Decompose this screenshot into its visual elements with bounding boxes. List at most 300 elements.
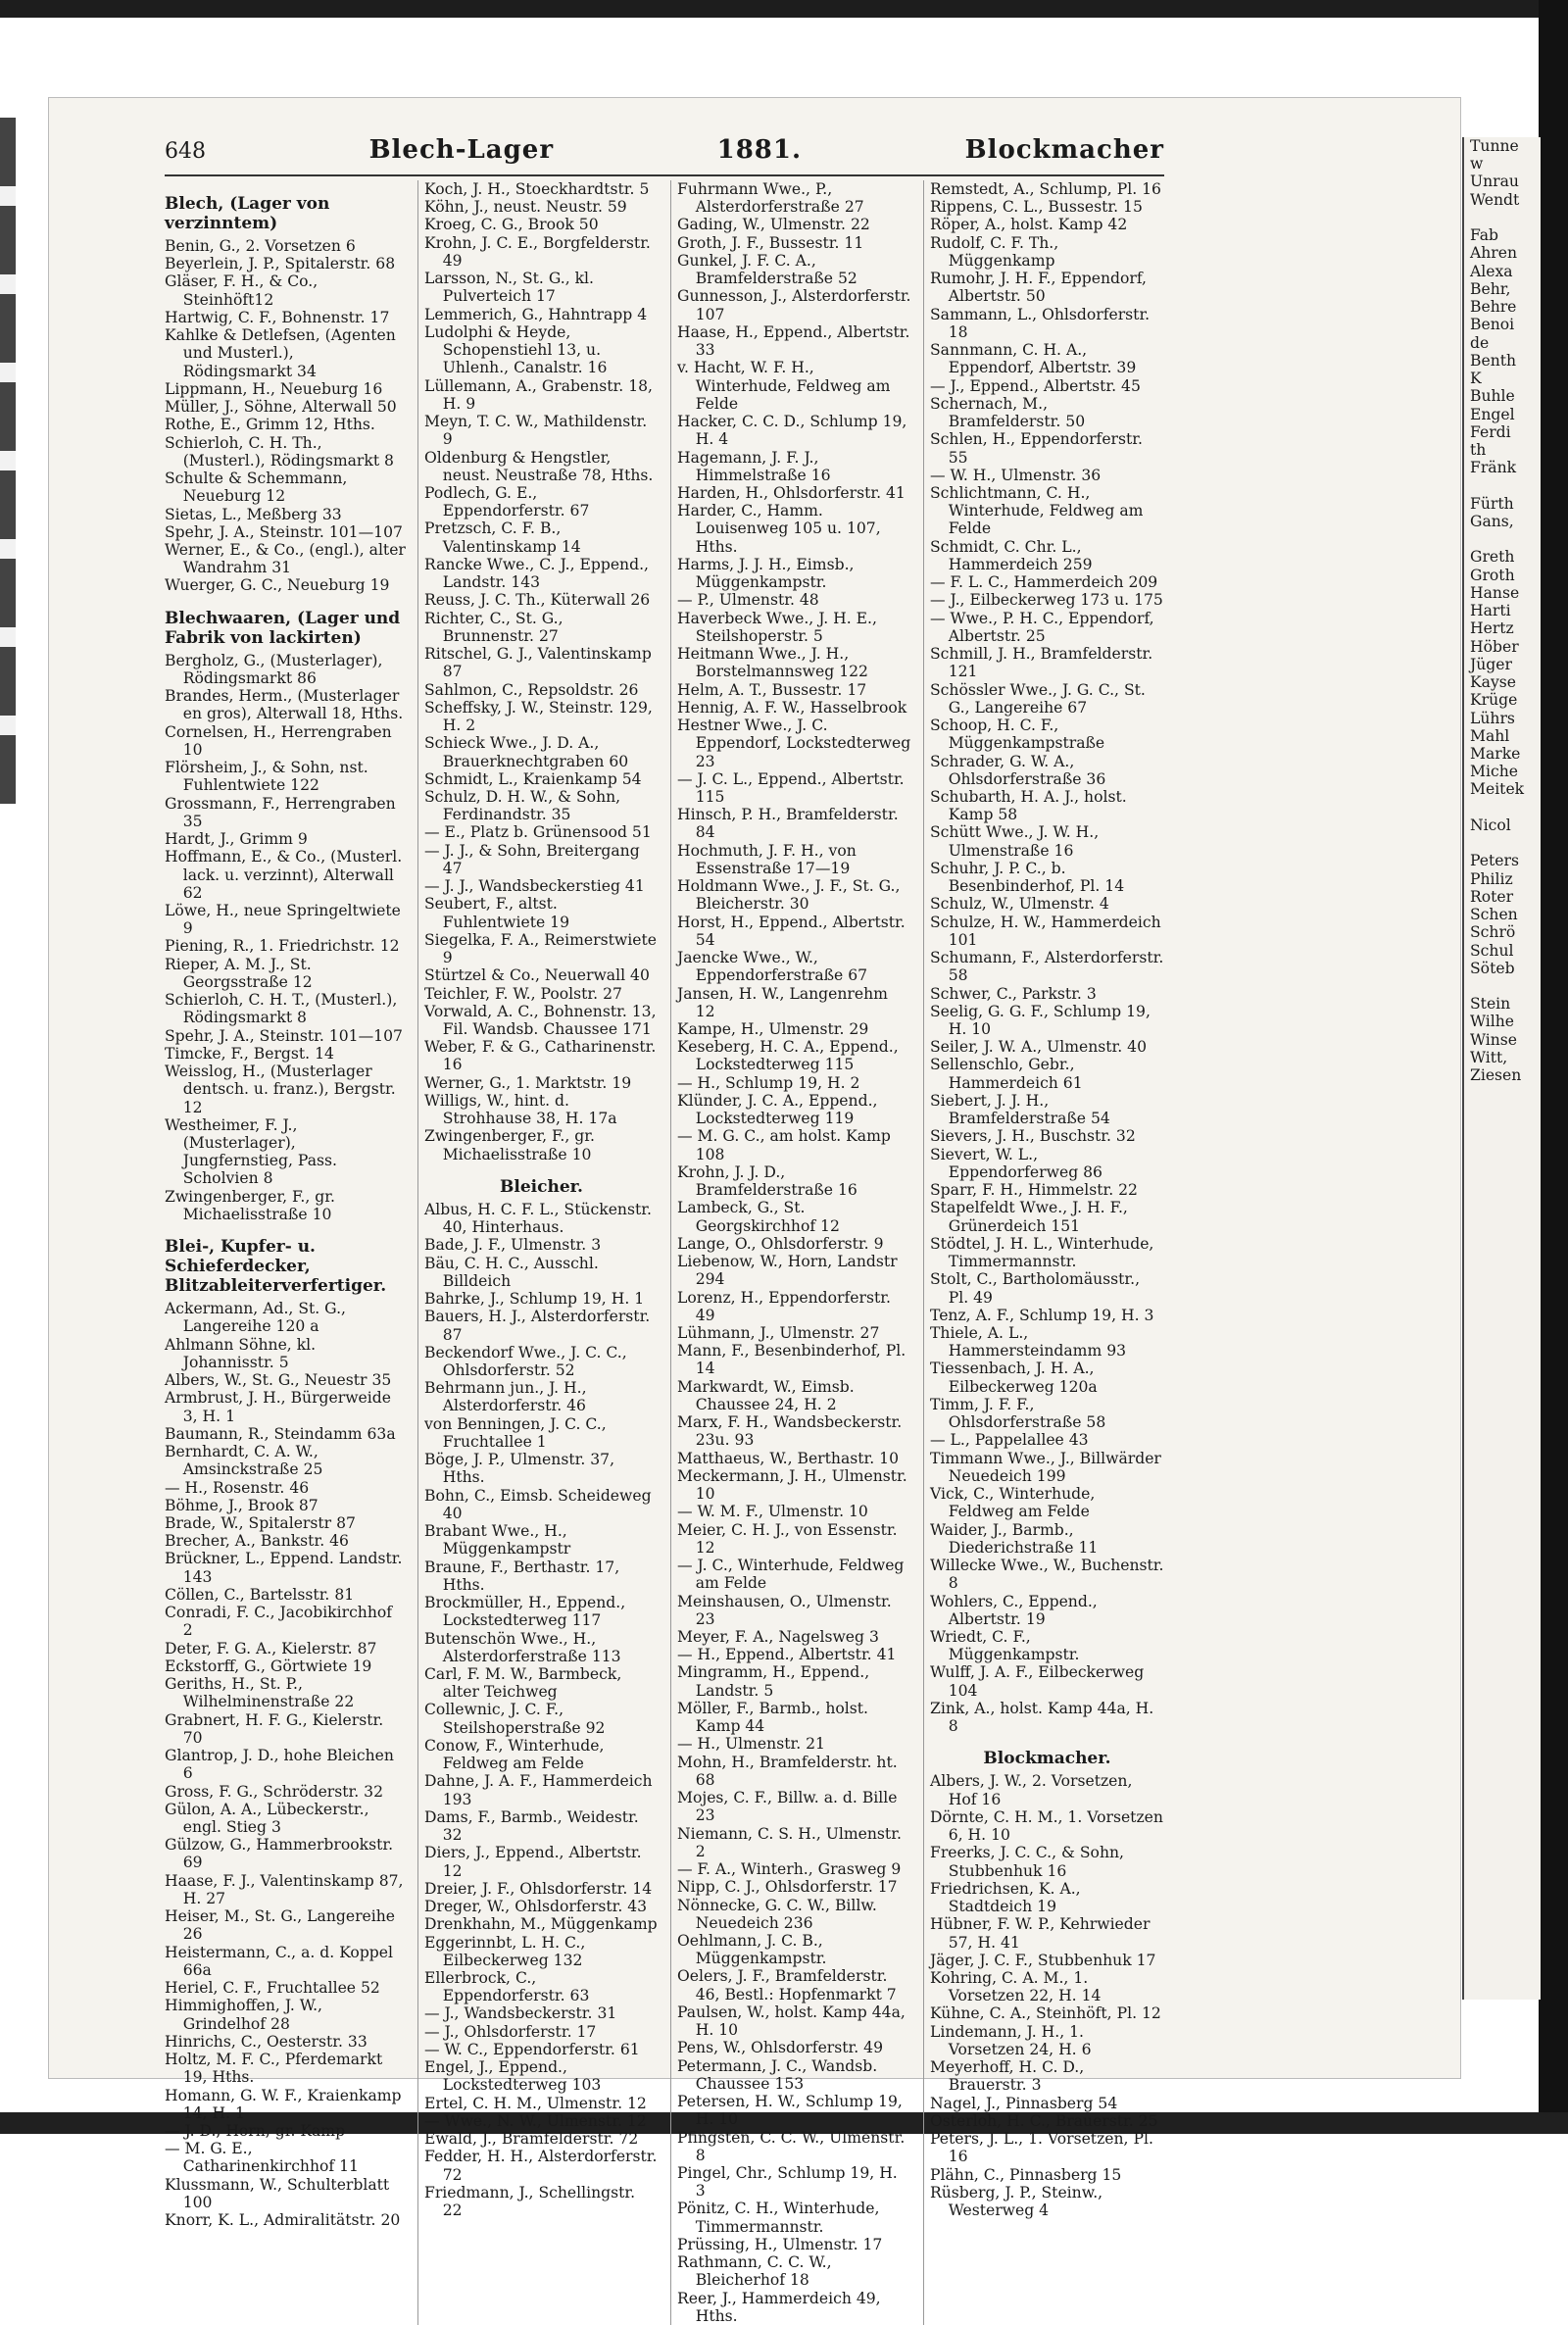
directory-entry: Hardt, J., Grimm 9 [165,830,308,849]
directory-entry: Beyerlein, J. P., Spitalerstr. 68 [165,255,396,273]
facing-page-line: Groth [1470,566,1515,584]
directory-entry: Collewnic, J. C. F., Steilshoperstraße 92 [424,1701,606,1737]
directory-entry: Liebenow, W., Horn, Landstr 294 [677,1253,898,1289]
section-heading: Blechwaaren, (Lager und Fabrik von lackirten) [165,608,401,648]
directory-entry: Osterloh, H. C., Brauerstr. 25 [930,2111,1158,2130]
directory-entry: Möller, F., Barmb., holst. Kamp 44 [677,1699,868,1736]
directory-entry: Zwingenberger, F., gr. Michaelisstraße 10 [424,1127,595,1163]
directory-entry: — M. G. E., Catharinenkirchhof 11 [165,2140,359,2176]
directory-entry: Sievers, J. H., Buschstr. 32 [930,1127,1136,1146]
directory-entry: Schulz, W., Ulmenstr. 4 [930,895,1109,914]
directory-entry: Oehlmann, J. C. B., Müggenkampstr. [677,1931,827,1968]
directory-entry: Schmill, J. H., Bramfelderstr. 121 [930,645,1153,681]
directory-entry: Grabnert, H. F. G., Kielerstr. 70 [165,1710,384,1747]
directory-entry: Ackermann, Ad., St. G., Langereihe 120 a [165,1300,347,1336]
directory-entry: — Wwe., N. W., Ulmenstr. 12 [424,2111,647,2130]
facing-page-line: th [1470,440,1487,459]
facing-page-line: Marke [1470,744,1521,763]
directory-entry: Groth, J. F., Bussestr. 11 [677,233,864,252]
facing-page-line: Philiz [1470,869,1513,888]
directory-entry: Sammann, L., Ohlsdorferstr. 18 [930,305,1151,341]
directory-entry: Meier, C. H. J., von Essenstr. 12 [677,1520,898,1557]
directory-entry: Schwer, C., Parkstr. 3 [930,984,1097,1003]
directory-entry: — L., Pappelallee 43 [930,1431,1089,1450]
directory-entry: Krohn, J. J. D., Bramfelderstraße 16 [677,1162,858,1200]
running-head [165,135,1164,176]
directory-entry: v. Hacht, W. F. H., Winterhude, Feldweg am Felde [677,359,891,413]
directory-entry: Reer, J., Hammerdeich 49, Hths. [677,2289,881,2325]
directory-entry: Albers, J. W., 2. Vorsetzen, Hof 16 [930,1772,1133,1808]
directory-entry: Eggerinnbt, L. H. C., Eilbeckerweg 132 [424,1933,586,1969]
directory-entry: Koch, J. H., Stoeckhardtstr. 5 [424,180,650,198]
directory-entry: Remstedt, A., Schlump, Pl. 16 [930,180,1161,198]
directory-entry: Sahlmon, C., Repsoldstr. 26 [424,680,639,699]
directory-entry: Böhme, J., Brook 87 [165,1496,318,1514]
scan-top-edge [0,0,1568,18]
directory-entry: Schierloh, C. H. T., (Musterl.), Rödingsmarkt 8 [165,991,398,1027]
directory-entry: Braune, F., Berthastr. 17, Hths. [424,1558,620,1594]
directory-entry: Freerks, J. C. C., & Sohn, Stubbenhuk 16 [930,1844,1124,1880]
adjacent-page-strip [0,118,16,804]
directory-entry: Hübner, F. W. P., Kehrwieder 57, H. 41 [930,1915,1151,1952]
directory-entry: Dams, F., Barmb., Weidestr. 32 [424,1807,639,1845]
directory-entry: Bernhardt, C. A. W., Amsinckstraße 25 [165,1443,323,1479]
directory-entry: Lemmerich, G., Hahntrapp 4 [424,305,648,323]
directory-entry: Kahlke & Detlefsen, (Agenten und Musterl.), Rödingsmarkt 34 [165,326,396,380]
directory-entry: Schütt Wwe., J. W. H., Ulmenstraße 16 [930,823,1100,860]
directory-entry: Brabant Wwe., H., Müggenkampstr [424,1522,571,1558]
directory-entry: Schlen, H., Eppendorferstr. 55 [930,430,1143,467]
directory-entry: Oldenburg & Hengstler, neust. Neustraße 78, Hths. [424,448,654,484]
directory-entry: Hestner Wwe., J. C. Eppendorf, Lockstedterweg 23 [677,717,911,770]
directory-entry: Schierloh, C. H. Th., (Musterl.), Rödingsmarkt 8 [165,433,394,470]
column-3 [670,180,911,2325]
directory-entry: Petermann, J. C., Wandsb. Chaussee 153 [677,2056,878,2093]
directory-entry: Heitmann Wwe., J. H., Borstelmannsweg 122 [677,645,868,681]
directory-entry: Mingramm, H., Eppend., Landstr. 5 [677,1663,870,1700]
directory-entry: Thiele, A. L., Hammersteindamm 93 [930,1324,1127,1360]
directory-entry: Ritschel, G. J., Valentinskamp 87 [424,645,652,681]
directory-entry: Weisslog, H., (Musterlager dentsch. u. franz.), Bergstr. 12 [165,1063,396,1116]
facing-page-line [1464,834,1541,852]
directory-entry: Kampe, H., Ulmenstr. 29 [677,1020,869,1039]
directory-entry: Horst, H., Eppend., Albertstr. 54 [677,913,906,949]
directory-entry: Friedrichsen, K. A., Stadtdeich 19 [930,1879,1081,1916]
directory-entry: Prüssing, H., Ulmenstr. 17 [677,2235,883,2253]
directory-entry: Hacker, C. C. D., Schlump 19, H. 4 [677,413,907,449]
directory-entry: Harms, J. J. H., Eimsb., Müggenkampstr. [677,555,855,592]
page-number: 648 [165,139,206,164]
directory-entry: Bergholz, G., (Musterlager), Rödingsmarkt 86 [165,651,383,687]
directory-entry: Marx, F. H., Wandsbeckerstr. 23u. 93 [677,1413,903,1450]
directory-entry: Bohn, C., Eimsb. Scheideweg 40 [424,1486,652,1522]
directory-entry: Brandes, Herm., (Musterlager en gros), Alterwall 18, Hths. [165,687,404,723]
directory-entry: — J. J., & Sohn, Breitergang 47 [424,841,640,877]
facing-page-line: K [1470,370,1482,388]
directory-entry: Schoop, H. C. F., Müggenkampstraße [930,717,1105,753]
directory-entry: Weber, F. & G., Catharinenstr. 16 [424,1038,657,1074]
directory-entry: Klussmann, W., Schulterblatt 100 [165,2175,390,2211]
directory-entry: — F. A., Winterh., Grasweg 9 [677,1860,902,1879]
directory-entry: Schulte & Schemmann, Neueburg 12 [165,470,348,506]
directory-entry: Hennig, A. F. W., Hasselbrook [677,698,907,717]
facing-page-line: Meitek [1470,780,1525,799]
directory-entry: Meyer, F. A., Nagelsweg 3 [677,1627,879,1646]
directory-entry: Matthaeus, W., Berthastr. 10 [677,1449,900,1467]
facing-page-line: Fab [1470,226,1499,245]
directory-entry: Schulz, D. H. W., & Sohn, Ferdinandstr. 35 [424,787,621,824]
directory-entry: — H., Schlump 19, H. 2 [677,1073,860,1092]
directory-entry: Hinsch, P. H., Bramfelderstr. 84 [677,806,899,842]
facing-page-line [1464,209,1541,226]
directory-entry: Fuhrmann Wwe., P., Alsterdorferstraße 27 [677,180,864,217]
facing-page-line: w [1470,155,1484,173]
directory-entry: — J., Ohlsdorferstr. 17 [424,2022,597,2041]
facing-page-line: Unrau [1470,173,1519,191]
directory-entry: Pönitz, C. H., Winterhude, Timmermannstr. [677,2200,880,2236]
directory-entry: Brecher, A., Bankstr. 46 [165,1532,349,1551]
directory-entry: Sannmann, C. H. A., Eppendorf, Albertstr. 39 [930,341,1137,377]
directory-entry: Zink, A., holst. Kamp 44a, H. 8 [930,1699,1154,1736]
directory-entry: Dreger, W., Ohlsdorferstr. 43 [424,1898,648,1916]
directory-entry: Deter, F. G. A., Kielerstr. 87 [165,1639,377,1657]
directory-entry: Wohlers, C., Eppend., Albertstr. 19 [930,1592,1098,1628]
directory-entry: Ludolphi & Heyde, Schopenstiehl 13, u. Uhlenh., Canalstr. 16 [424,322,608,377]
directory-entry: Waider, J., Barmb., Diederichstraße 11 [930,1520,1099,1557]
directory-entry: Richter, C., St. G., Brunnenstr. 27 [424,609,564,645]
facing-page-line: Benoi [1470,316,1515,334]
left-title: Blech-Lager [368,135,555,165]
directory-entry: Peters, J. L., 1. Vorsetzen, Pl. 16 [930,2130,1153,2166]
facing-page-line: Fürth [1470,494,1514,513]
directory-entry: Geriths, H., St. P., Wilhelminenstraße 22 [165,1675,355,1711]
directory-entry: — P., Ulmenstr. 48 [677,591,819,610]
directory-entry: Löwe, H., neue Springeltwiete 9 [165,901,401,938]
directory-entry: Keseberg, H. C. A., Eppend., Lockstedterweg 115 [677,1038,899,1074]
facing-page-line: Ahren [1470,244,1518,263]
facing-page-line: Schen [1470,906,1518,924]
directory-entry: Tenz, A. F., Schlump 19, H. 3 [930,1306,1154,1324]
directory-entry: — M. G. C., am holst. Kamp 108 [677,1127,891,1163]
directory-entry: Heriel, C. F., Fruchtallee 52 [165,1979,380,1998]
facing-page-line [1464,530,1541,548]
directory-entry: Holdmann Wwe., J. F., St. G., Bleicherstr. 30 [677,877,901,914]
directory-entry: Helm, A. T., Bussestr. 17 [677,680,867,699]
facing-page-line: Hanse [1470,583,1520,602]
directory-entry: Bahrke, J., Schlump 19, H. 1 [424,1290,645,1309]
directory-entry: Kohring, C. A. M., 1. Vorsetzen 22, H. 14 [930,1968,1102,2005]
directory-entry: Rancke Wwe., C. J., Eppend., Landstr. 143 [424,555,649,592]
directory-entry: Piening, R., 1. Friedrichstr. 12 [165,937,400,956]
directory-entry: Seiler, J. W. A., Ulmenstr. 40 [930,1038,1148,1057]
directory-entry: Schössler Wwe., J. G. C., St. G., Langereihe 67 [930,680,1146,717]
directory-entry: Armbrust, J. H., Bürgerweide 3, H. 1 [165,1389,391,1425]
directory-entry: Rippens, C. L., Bussestr. 15 [930,198,1143,217]
directory-entry: Harden, H., Ohlsdorferstr. 41 [677,483,906,502]
directory-entry: Baumann, R., Steindamm 63a [165,1424,396,1443]
directory-entry: Vorwald, A. C., Bohnenstr. 13, Fil. Wandsb. Chaussee 171 [424,1002,657,1039]
directory-entry: Knorr, K. L., Admiralitätstr. 20 [165,2211,401,2230]
directory-entry: Grossmann, F., Herrengraben 35 [165,794,396,830]
directory-entry: Pfingsten, C. C. W., Ulmenstr. 8 [677,2128,906,2164]
directory-entry: Diers, J., Eppend., Albertstr. 12 [424,1844,642,1880]
facing-page-line: Mahl [1470,726,1510,745]
directory-entry: Reuss, J. C. Th., Küterwall 26 [424,591,651,610]
directory-entry: Larsson, N., St. G., kl. Pulverteich 17 [424,270,595,306]
facing-page-line: Wilhe [1470,1013,1514,1031]
directory-entry: Flörsheim, J., & Sohn, nst. Fuhlentwiete 122 [165,759,368,795]
directory-entry: Meinshausen, O., Ulmenstr. 23 [677,1592,892,1628]
directory-entry: Schlichtmann, C. H., Winterhude, Feldweg am Felde [930,483,1144,538]
directory-entry: Westheimer, F. J., (Musterlager), Jungfernstieg, Pass. Scholvien 8 [165,1115,337,1188]
directory-entry: — F. L. C., Hammerdeich 209 [930,573,1158,592]
column-4 [923,180,1164,2325]
facing-page-line: Tunne [1470,137,1519,155]
directory-entry: — H., Eppend., Albertstr. 41 [677,1646,897,1664]
directory-entry: Sparr, F. H., Himmelstr. 22 [930,1181,1138,1200]
facing-page-line: Nicol [1470,816,1511,834]
directory-columns [165,180,1164,2325]
directory-entry: Lühmann, J., Ulmenstr. 27 [677,1324,880,1342]
directory-entry: Siebert, J. J. H., Bramfelderstraße 54 [930,1091,1110,1128]
directory-entry: Tiessenbach, J. H. A., Eilbeckerweg 120a [930,1360,1098,1396]
directory-entry: Sietas, L., Meßberg 33 [165,505,342,523]
directory-entry: — H., Ulmenstr. 21 [677,1735,825,1754]
directory-entry: Spehr, J. A., Steinstr. 101—107 [165,522,403,541]
directory-entry: Lippmann, H., Neueburg 16 [165,379,383,398]
facing-page-line: Gans, [1470,512,1514,530]
directory-entry: Friedmann, J., Schellingstr. 22 [424,2183,636,2220]
directory-entry: Seubert, F., altst. Fuhlentwiete 19 [424,895,570,931]
facing-page-line: Harti [1470,602,1511,620]
facing-page-line: Kayse [1470,673,1516,692]
directory-entry: Sievert, W. L., Eppendorferweg 86 [930,1145,1102,1181]
directory-entry: Gunkel, J. F. C. A., Bramfelderstraße 52 [677,251,858,288]
directory-entry: Schieck Wwe., J. D. A., Brauerknechtgraben 60 [424,734,629,770]
directory-entry: Nipp, C. J., Ohlsdorferstr. 17 [677,1878,898,1897]
facing-page-line: Miche [1470,763,1518,781]
directory-entry: Meyerhoff, H. C. D., Brauerstr. 3 [930,2058,1085,2095]
directory-entry: Mohn, H., Bramfelderstr. ht. 68 [677,1753,898,1789]
facing-page-line: Hertz [1470,619,1514,638]
directory-entry: Dahne, J. A. F., Hammerdeich 193 [424,1772,653,1808]
directory-entry: Spehr, J. A., Steinstr. 101—107 [165,1026,403,1045]
directory-entry: Conow, F., Winterhude, Feldweg am Felde [424,1736,605,1773]
directory-entry: Lange, O., Ohlsdorferstr. 9 [677,1234,884,1253]
directory-entry: Müller, J., Söhne, Alterwall 50 [165,398,397,417]
directory-entry: Stolt, C., Bartholomäusstr., Pl. 49 [930,1270,1141,1307]
directory-entry: Rieper, A. M. J., St. Georgsstraße 12 [165,955,313,991]
directory-entry: Brockmüller, H., Eppend., Lockstedterweg 117 [424,1594,626,1630]
directory-entry: Petersen, H. W., Schlump 19, H. 10 [677,2093,903,2129]
directory-entry: Bade, J. F., Ulmenstr. 3 [424,1236,602,1255]
directory-entry: Brückner, L., Eppend. Landstr. 143 [165,1550,403,1586]
facing-page-line: Jüger [1470,655,1512,673]
directory-entry: von Benningen, J. C. C., Fruchtallee 1 [424,1414,607,1451]
directory-entry: Schmidt, L., Kraienkamp 54 [424,769,642,788]
facing-page-line: Lührs [1470,709,1515,727]
directory-entry: Böge, J. P., Ulmenstr. 37, Hths. [424,1451,615,1487]
directory-entry: Lüllemann, A., Grabenstr. 18, H. 9 [424,376,653,413]
section-heading: Blockmacher. [983,1749,1111,1769]
directory-entry: — J. C., Winterhude, Feldweg am Felde [677,1557,905,1593]
directory-entry: — J. C. L., Eppend., Albertstr. 115 [677,769,905,806]
directory-entry: Hartwig, C. F., Bohnenstr. 17 [165,308,390,326]
directory-entry: Conradi, F. C., Jacobikirchhof 2 [165,1604,393,1640]
directory-entry: Heistermann, C., a. d. Koppel 66a [165,1943,393,1979]
directory-entry: Seelig, G. G. F., Schlump 19, H. 10 [930,1002,1151,1039]
directory-entry: Sellenschlo, Gebr., Hammerdeich 61 [930,1056,1083,1092]
directory-entry: Nönnecke, G. C. W., Billw. Neuedeich 236 [677,1896,877,1932]
directory-entry: Lindemann, J. H., 1. Vorsetzen 24, H. 6 [930,2022,1092,2058]
directory-entry: Jäger, J. C. F., Stubbenhuk 17 [930,1951,1156,1969]
directory-entry: Hochmuth, J. F. H., von Essenstraße 17—19 [677,841,857,877]
facing-page-line: Benth [1470,351,1517,370]
directory-entry: Bäu, C. H. C., Ausschl. Billdeich [424,1254,599,1290]
year: 1881. [716,135,803,165]
directory-entry: Stürtzel & Co., Neuerwall 40 [424,966,650,985]
directory-entry: Haase, F. J., Valentinskamp 87, H. 27 [165,1871,404,1907]
directory-entry: Wriedt, C. F., Müggenkampstr. [930,1627,1080,1664]
directory-entry: Haase, H., Eppend., Albertstr. 33 [677,322,910,360]
directory-entry: Homann, G. W. F., Kraienkamp 14, H. 1 [165,2086,402,2122]
directory-entry: Hagemann, J. F. J., Himmelstraße 16 [677,448,831,484]
directory-entry: Wulff, J. A. F., Eilbeckerweg 104 [930,1663,1145,1700]
facing-page-line: Wendt [1470,190,1520,209]
section-heading: Bleicher. [500,1176,583,1197]
directory-entry: — Wwe., P. H. C., Eppendorf, Albertstr. 25 [930,609,1154,645]
directory-entry: — J. D., Horn, gr. Kamp [165,2121,346,2140]
directory-entry: Gülzow, G., Hammerbrookstr. 69 [165,1836,394,1872]
directory-entry: Oelers, J. F., Bramfelderstr. 46, Bestl.: Hopfenmarkt 7 [677,1967,897,2003]
directory-entry: Dörnte, C. H. M., 1. Vorsetzen 6, H. 10 [930,1807,1163,1845]
directory-entry: Lambeck, G., St. Georgskirchhof 12 [677,1199,840,1235]
directory-entry: Beckendorf Wwe., J. C. C., Ohlsdorferstr. 52 [424,1343,627,1379]
directory-entry: Gunnesson, J., Alsterdorferstr. 107 [677,287,911,323]
directory-entry: — J. J., Wandsbeckerstieg 41 [424,877,645,896]
directory-entry: — E., Platz b. Grünensood 51 [424,823,652,842]
directory-entry: Heiser, M., St. G., Langereihe 26 [165,1907,396,1944]
facing-page-line [1464,799,1541,816]
directory-entry: — W. M. F., Ulmenstr. 10 [677,1503,868,1521]
directory-entry: Holtz, M. F. C., Pferdemarkt 19, Hths. [165,2051,383,2087]
directory-entry: Meyn, T. C. W., Mathildenstr. 9 [424,413,648,449]
directory-entry: Butenschön Wwe., H., Alsterdorferstraße 113 [424,1629,621,1665]
directory-entry: Jansen, H. W., Langenrehm 12 [677,984,888,1020]
directory-entry: Brade, W., Spitalerstr 87 [165,1514,356,1532]
directory-entry: Schernach, M., Bramfelderstr. 50 [930,394,1086,431]
directory-entry: Mann, F., Besenbinderhof, Pl. 14 [677,1342,906,1378]
facing-page-line [1464,476,1541,494]
facing-page-line: Schrö [1470,923,1516,942]
directory-entry: Fedder, H. H., Alsterdorferstr. 72 [424,2148,658,2184]
scan-right-edge [1539,0,1568,2134]
right-title: Blockmacher [964,135,1164,165]
directory-entry: Gross, F. G., Schröderstr. 32 [165,1782,384,1801]
directory-entry: Pretzsch, C. F. B., Valentinskamp 14 [424,519,581,556]
directory-entry: Niemann, C. S. H., Ulmenstr. 2 [677,1824,902,1860]
directory-entry: Podlech, G. E., Eppendorferstr. 67 [424,483,590,520]
directory-entry: Carl, F. M. W., Barmbeck, alter Teichweg [424,1664,622,1702]
facing-page-line: Greth [1470,548,1515,567]
section-heading: Blech, (Lager von verzinntem) [165,194,330,233]
directory-entry: Lorenz, H., Eppendorferstr. 49 [677,1288,891,1324]
directory-entry: Rumohr, J. H. F., Eppendorf, Albertstr. 50 [930,270,1147,306]
directory-entry: Werner, E., & Co., (engl.), alter Wandrahm 31 [165,540,406,577]
directory-entry: — J., Eppend., Albertstr. 45 [930,376,1141,395]
directory-entry: Schuhr, J. P. C., b. Besenbinderhof, Pl. 14 [930,859,1125,896]
directory-entry: Siegelka, F. A., Reimerstwiete 9 [424,930,657,967]
directory-entry: Kroeg, C. G., Brook 50 [424,216,599,234]
directory-entry: — J., Eilbeckerweg 173 u. 175 [930,591,1163,610]
directory-entry: Scheffsky, J. W., Steinstr. 129, H. 2 [424,698,653,735]
directory-entry: — H., Rosenstr. 46 [165,1478,310,1497]
directory-entry: Meckermann, J. H., Ulmenstr. 10 [677,1466,907,1504]
facing-page-line: Stein [1470,995,1511,1014]
directory-entry: Drenkhahn, M., Müggenkamp [424,1915,658,1934]
directory-entry: Timmann Wwe., J., Billwärder Neuedeich 199 [930,1449,1161,1485]
directory-entry: Zwingenberger, F., gr. Michaelisstraße 10 [165,1187,335,1223]
facing-page-line: Engel [1470,405,1515,423]
facing-page-line: de [1470,333,1490,352]
directory-entry: Werner, G., 1. Marktstr. 19 [424,1073,632,1092]
directory-entry: Rudolf, C. F. Th., Müggenkamp [930,233,1059,270]
facing-page-line: Witt, [1470,1048,1508,1066]
facing-page-line: Buhle [1470,387,1515,406]
directory-entry: Wuerger, G. C., Neueburg 19 [165,576,390,595]
facing-page-fragment [1462,137,1541,2000]
directory-entry: Behrmann jun., J. H., Alsterdorferstr. 46 [424,1379,587,1415]
directory-entry: Willecke Wwe., W., Buchenstr. 8 [930,1557,1164,1593]
facing-page-line: Söteb [1470,959,1515,977]
column-2 [417,180,659,2325]
directory-entry: Gläser, F. H., & Co., Steinhöft12 [165,272,318,309]
facing-page-line: Ziesen [1470,1066,1522,1085]
facing-page-line: Behr, [1470,279,1511,298]
directory-entry: Pens, W., Ohlsdorferstr. 49 [677,2039,884,2057]
directory-entry: Schrader, G. W. A., Ohlsdorferstraße 36 [930,752,1106,788]
directory-entry: Hoffmann, E., & Co., (Musterl. lack. u. verzinnt), Alterwall 62 [165,848,403,902]
directory-entry: Rathmann, C. C. W., Bleicherhof 18 [677,2253,832,2290]
directory-entry: Pingel, Chr., Schlump 19, H. 3 [677,2164,898,2201]
directory-entry: Krohn, J. C. E., Borgfelderstr. 49 [424,233,651,270]
section-heading: Blei-, Kupfer- u. Schieferdecker, Blitzableiterverfertiger. [165,1237,387,1297]
directory-entry: — J., Wandsbeckerstr. 31 [424,2004,617,2023]
directory-entry: Schumann, F., Alsterdorferstr. 58 [930,949,1164,985]
facing-page-line: Höber [1470,637,1519,656]
directory-entry: Stapelfeldt Wwe., J. H. F., Grünerdeich 151 [930,1199,1128,1235]
directory-entry: Engel, J., Eppend., Lockstedterweg 103 [424,2058,602,2095]
column-1 [165,180,406,2325]
directory-entry: Benin, G., 2. Vorsetzen 6 [165,237,356,255]
directory-entry: Cöllen, C., Bartelsstr. 81 [165,1585,355,1604]
directory-entry: Mojes, C. F., Billw. a. d. Bille 23 [677,1789,898,1825]
facing-page-line: Alexa [1470,262,1513,280]
directory-entry: Kühne, C. A., Steinhöft, Pl. 12 [930,2004,1161,2023]
directory-entry: Paulsen, W., holst. Kamp 44a, H. 10 [677,2003,906,2040]
directory-entry: Haverbeck Wwe., J. H. E., Steilshoperstr. 5 [677,609,877,645]
directory-entry: Plähn, C., Pinnasberg 15 [930,2165,1122,2184]
directory-entry: Albus, H. C. F. L., Stückenstr. 40, Hinterhaus. [424,1200,652,1237]
directory-entry: Schubarth, H. A. J., holst. Kamp 58 [930,787,1127,824]
facing-page-line: Peters [1470,852,1519,870]
directory-entry: Harder, C., Hamm. Louisenweg 105 u. 107, Hths. [677,502,881,556]
directory-entry: Glantrop, J. D., hohe Bleichen 6 [165,1747,394,1783]
directory-entry: Stödtel, J. H. L., Winterhude, Timmermannstr. [930,1234,1154,1271]
facing-page-line: Fränk [1470,459,1517,477]
facing-page-line: Behre [1470,298,1517,317]
directory-entry: Rothe, E., Grimm 12, Hths. [165,416,375,434]
